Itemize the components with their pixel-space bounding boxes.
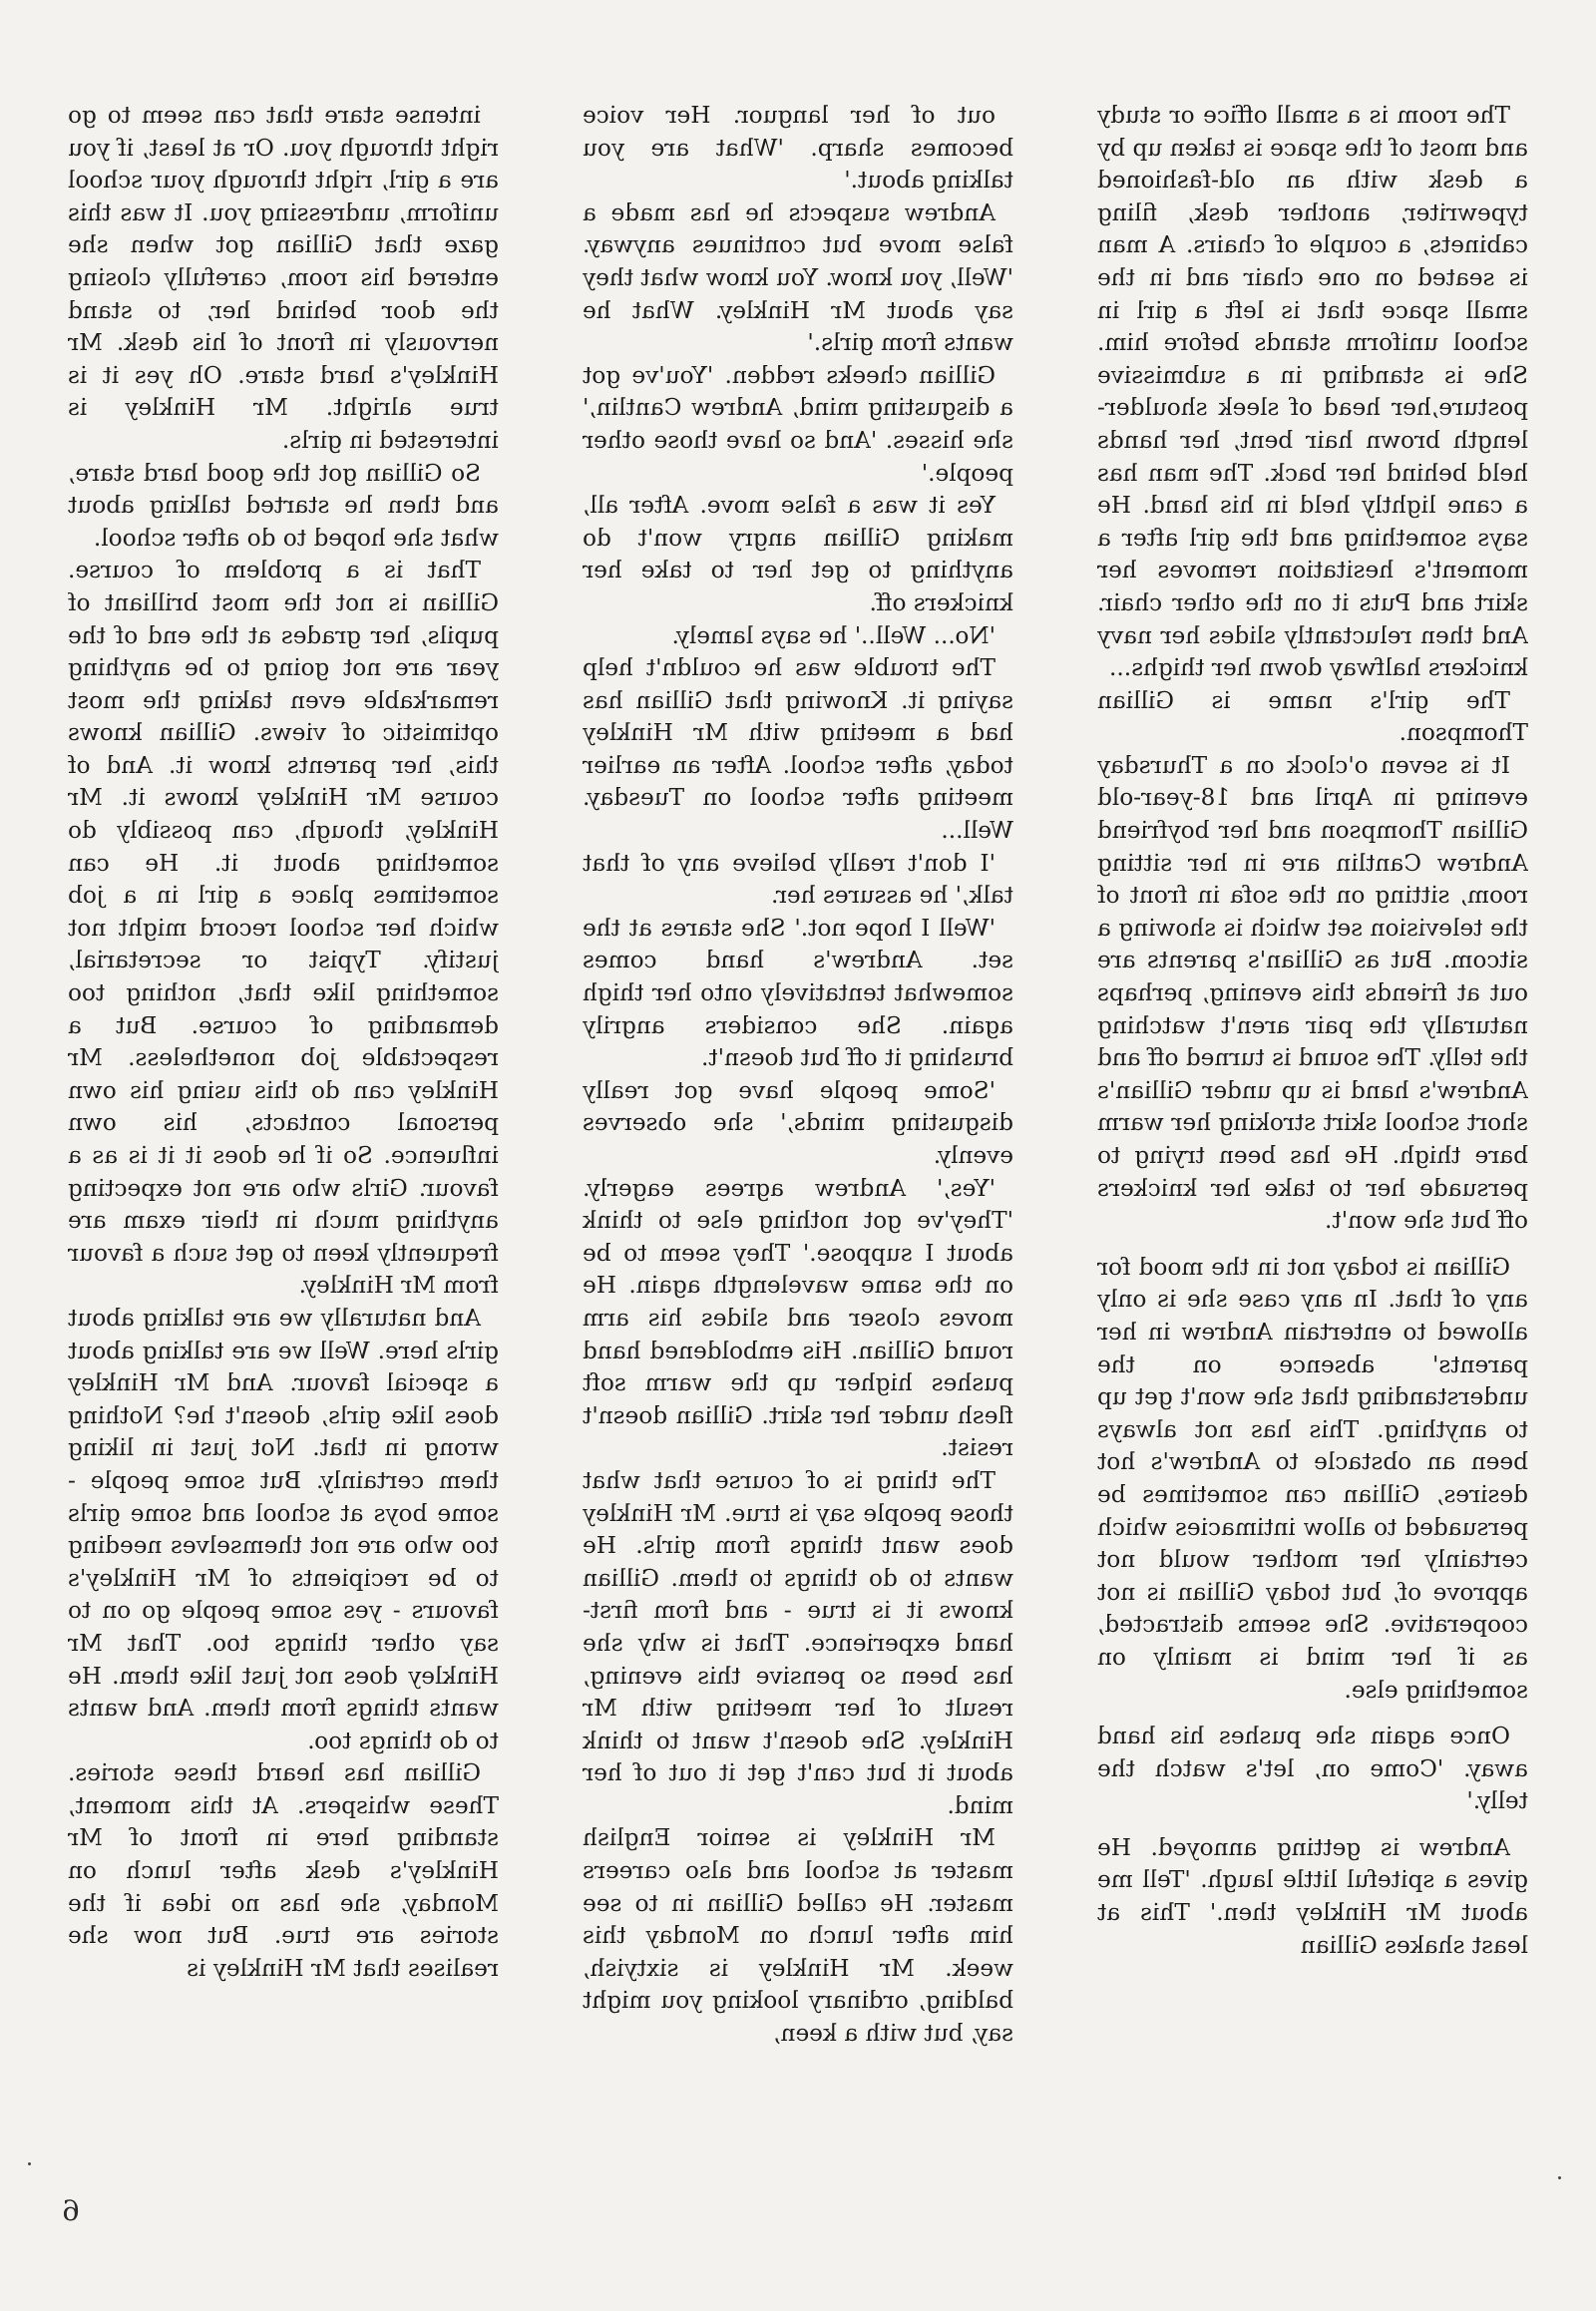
paragraph: Andrew suspects he has made a false move but continues anyway. 'Well, you know. You know what they say about Mr Hinkley. What he wants from girls.' — [583, 198, 1013, 357]
page-number: 6 — [62, 2194, 80, 2227]
paragraph: Once again she pushes his hand away. 'Come on, let's watch the telly.' — [1097, 1723, 1528, 1815]
column-3 — [68, 100, 499, 2174]
paragraph: Yes it was a false move. After all, making Gillian angry won't do anything to get her to take her knickers off. — [583, 492, 1013, 616]
dust-speck — [1558, 2176, 1561, 2179]
paragraph: out of her languor. Her voice becomes sharp. 'What are you talking about.' — [583, 102, 1013, 194]
paragraph: 'Yes,' Andrew agrees eagerly. 'They've got nothing else to think about I suppose.' They seem to be on the same wavelength again. He moves closer and slides his arm round Gillian. His emboldened hand pushes higher up the warm soft flesh under her skirt. Gillian doesn't resist. — [583, 1174, 1013, 1462]
paragraph: 'I don't really believe any of that talk,' he assures her. — [583, 849, 1013, 910]
paragraph: The girl's name is Gillian Thompson. — [1097, 686, 1528, 747]
paragraph: The thing is of course that what those people say is true. Mr Hinkley does want things from girls. He wants to do things to them. Gillian knows it is true - and from first-hand experience. That is why she has been so pensive this evening, result of her meeting with Mr Hinkley. She doesn't want to think about it but can't get it out of her mind. — [583, 1466, 1013, 1819]
paragraph: And naturally we are talking about girls here. Well we are talking about a special favour. And Mr Hinkley does like girls, doesn't he? Nothing wrong in that. Not just in liking them certainly. But some people - some boys at school and some girls too who are not themselves needing to be recipients of Mr Hinkley's favours - yes some people go on to say other things too. That Mr Hinkley does not just like them. He wants things from them. And wants to do things too. — [68, 1304, 499, 1754]
paragraph: 'No... Well..' he says lamely. — [671, 621, 996, 649]
paragraph: Gillian has heard these stories. These whispers. At this moment, standing here in front of Mr Hinkley's desk after lunch on Monday, she has no idea if the stories are true. But now she realises that Mr Hinkley is — [68, 1759, 499, 1982]
paragraph: The trouble was he couldn't help saying it. Knowing that Gillian has had a meeting with Mr Hinkley today, after school. After an earlier meeting after school on Tuesday. Well... — [583, 654, 1013, 845]
paragraph: intense stare that can seem to go right through you. Or at least, if you are a girl, right through your school uniform, undressing you. It was this gaze that Gillian got when she entered his room, carefully closing the door behind her, to stand nervously in front of his desk. Mr Hinkley's hard stare. Oh yes it is true alright. Mr Hinkley is interested in girls. — [68, 102, 499, 454]
paragraph: It is seven o'clock on a Thursday evening in April and 18-year-old Gillian Thompson and her boyfriend Andrew Cantlin are in her sitting room, sitting on the sofa in front of the television set which is showing a sitcom. But as Gillian's parents are out at friends this evening, perhaps naturally the pair aren't watching the telly. The sound is turned off and Andrew's hand is up under Gillian's short school skirt stroking her warm bare thigh. He has been trying to persuade her to take her knickers off but she won't. — [1097, 751, 1528, 1235]
text-columns — [68, 100, 1528, 2174]
dust-speck — [28, 2162, 31, 2165]
paragraph: 'Well I hope not.' She stares at the set. Andrew's hand comes somewhat tentatively onto her thigh again. She considers angrily brushing it off but doesn't. — [583, 914, 1013, 1072]
paragraph: Andrew is getting annoyed. He gives a spiteful little laugh. 'Tell me about Mr Hinkley then.' This at least shakes Gillian — [1097, 1833, 1528, 1959]
paragraph: That is a problem of course. Gillian is not the most brilliant of pupils, her grades at the end of the year are not going to be anything remarkable even taking the most optimistic of views. Gillian knows this, her parents know it. And of course Mr Hinkley knows it. Mr Hinkley, though, can possibly do something about it. He can sometimes place a girl in a job which her school record might not justify. Typist or secretarial, something like that, nothing too demanding of course. But a respectable job nonetheless. Mr Hinkley can do this using his own personal contacts, his own influence. So if he does it it is as a favour. Girls who are not expecting anything much in their exam are frequently keen to get such a favour from Mr Hinkley. — [68, 557, 499, 1300]
paragraph: Gillian cheeks redden. 'You've got a disgusting mind, Andrew Cantlin,' she hisses. 'And so have those other people.' — [583, 361, 1013, 487]
column-2 — [583, 100, 1013, 2174]
paragraph: 'Some people have got really disgusting minds,' she observes evenly. — [583, 1076, 1013, 1169]
paragraph: Gillian is today not in the mood for any of that. In any case she is only allowed to entertain Andrew in her parents' absence on the understanding that she won't get up to anything. This has not always been an obstacle to Andrew's hot desires, Gillian can sometimes be persuaded to allow intimacies which certainly her mother would not approve of, but today Gillian is not cooperative. She seems distracted, as if her mind is mainly on something else. — [1097, 1253, 1528, 1704]
paragraph: The room is a small office or study and most of the space is taken up by a desk with an old-fashioned typewriter, another desk, filing cabinets, a couple of chairs. A man is seated on one chair and in the small space that is left a girl in school uniform stands before him. She is standing in a submissive posture,her head of sleek shoulder-length brown hair bent, her hands held behind her back. The man has a cane lightly held in his hand. He says something and the girl after a moment's hesitation removes her skirt and Puts it on the other chair. And then reluctantly slides her navy knickers halfway down her thighs... — [1097, 102, 1528, 682]
paragraph: So Gillian got the good hard stare, and then he started talking about what she hoped to do after school. — [68, 459, 499, 552]
column-1 — [1097, 100, 1528, 2174]
paragraph: Mr Hinkley is senior English master at school and also careers master. He called Gillian in to see him after lunch on Monday this week. Mr Hinkley is sixtyish, balding, ordinary looking you might say, but with a keen, — [583, 1824, 1013, 2048]
